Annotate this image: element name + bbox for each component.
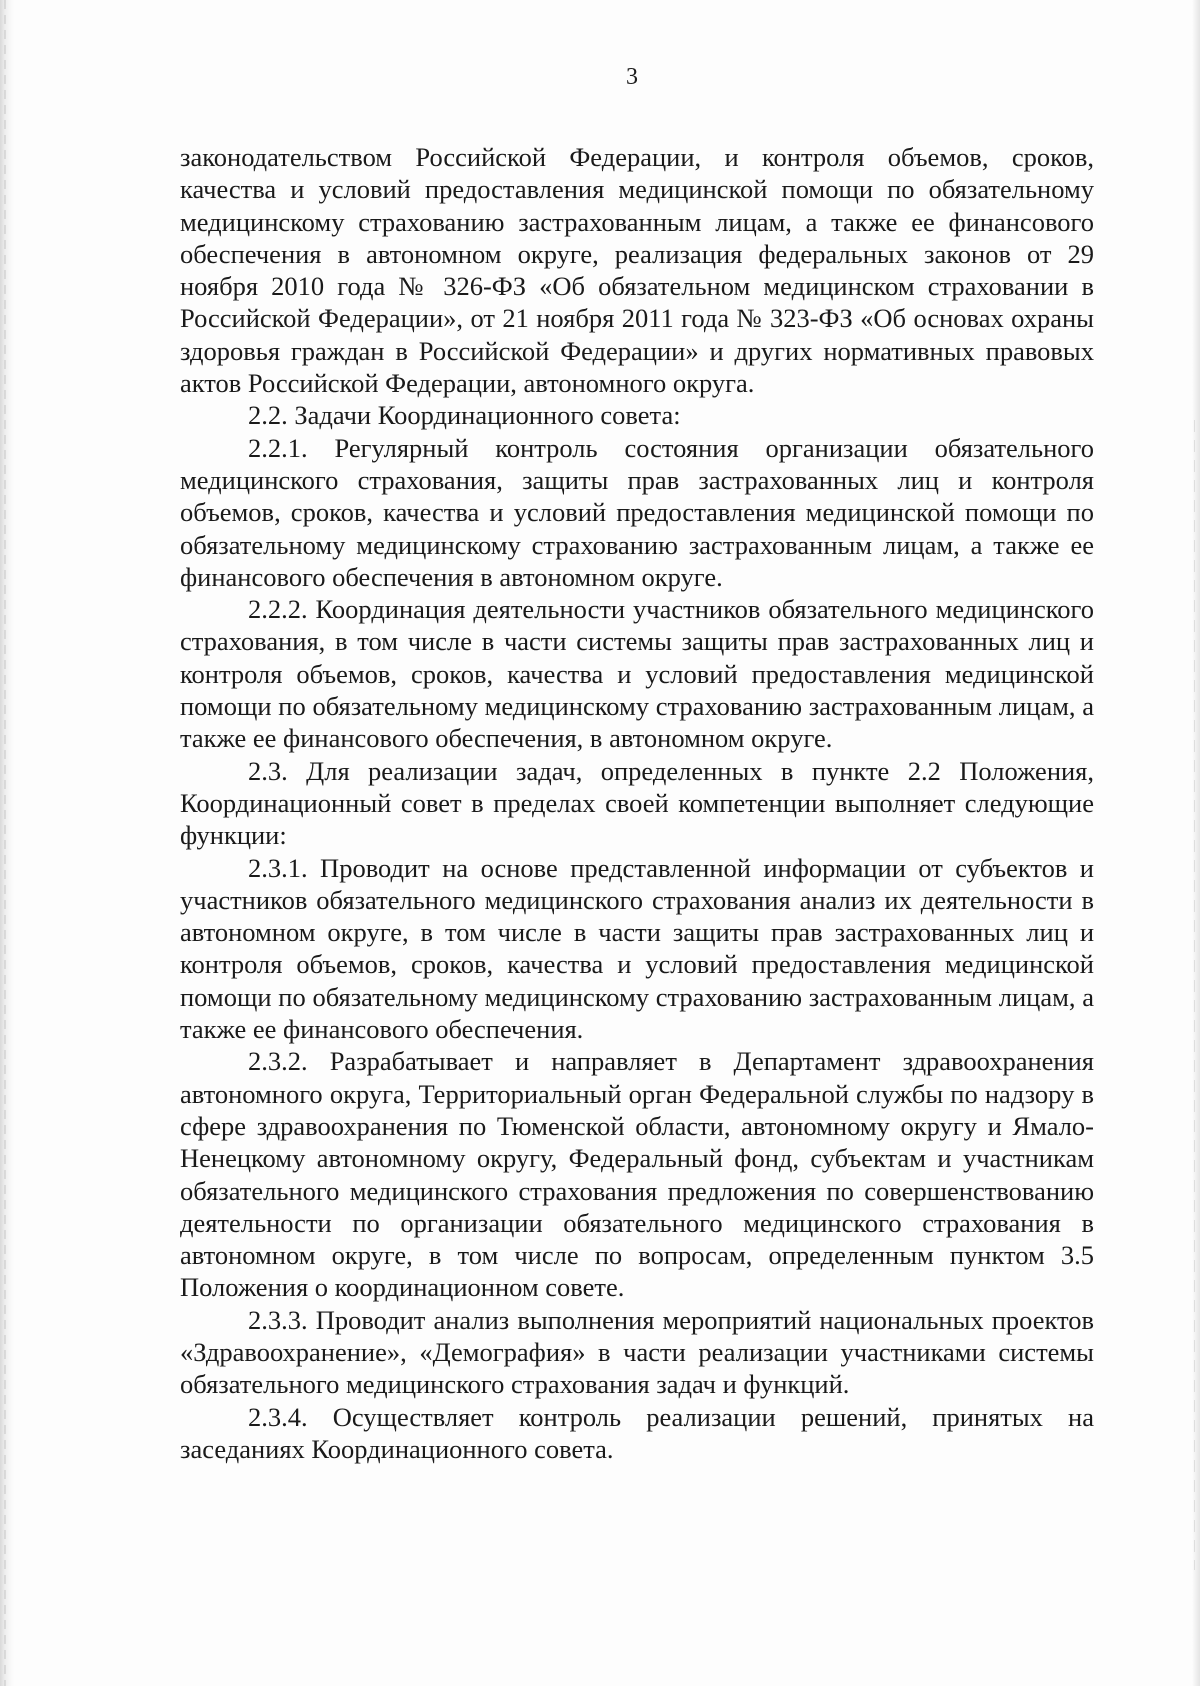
paragraph-2-3-2: 2.3.2. Разрабатывает и направляет в Департамент здравоохранения автономного округа, Территориальный орган Федеральной службы по надзору в сфере здравоохранения по Тюменской области, автономному округу и Ямало-Ненецкому автономному округу, Федеральный фонд, субъектам и участникам обязательного медицинского страхования предложения по совершенствованию деятельности по организации обязательного медицинского страхования в автономном округе, в том числе по вопросам, определенным пунктом 3.5 Положения о координационном совете. — [180, 1046, 1094, 1303]
scan-edge-right — [1192, 0, 1200, 1686]
paragraph-2-3: 2.3. Для реализации задач, определенных в пункте 2.2 Положения, Координационный совет в пределах своей компетенции выполняет следующие функции: — [180, 755, 1094, 851]
paragraph-2-3-3: 2.3.3. Проводит анализ выполнения мероприятий национальных проектов «Здравоохранение», «Демография» в части реализации участниками системы обязательного медицинского страхования задач и функций. — [180, 1304, 1094, 1400]
page-number: 3 — [626, 64, 638, 90]
scan-edge-left — [0, 0, 14, 1686]
paragraph-2-2: 2.2. Задачи Координационного совета: — [248, 400, 681, 431]
paragraph-2-2-1: 2.2.1. Регулярный контроль состояния организации обязательного медицинского страхования, защиты прав застрахованных лиц и контроля объемов, сроков, качества и условий предоставления медицинской помощи по обязательному медицинскому страхованию застрахованным лицам, а также ее финансового обеспечения в автономном округе. — [180, 432, 1094, 592]
paragraph-2-2-2: 2.2.2. Координация деятельности участников обязательного медицинского страхования, в том числе в части системы защиты прав застрахованных лиц и контроля объемов, сроков, качества и условий предоставления медицинской помощи по обязательному медицинскому страхованию застрахованным лицам, а также ее финансового обеспечения, в автономном округе. — [180, 594, 1094, 754]
paragraph-2-3-1: 2.3.1. Проводит на основе представленной информации от субъектов и участников обязательного медицинского страхования анализ их деятельности в автономном округе, в том числе в части защиты прав застрахованных лиц и контроля объемов, сроков, качества и условий предоставления медицинской помощи по обязательному медицинскому страхованию застрахованным лицам, а также ее финансового обеспечения. — [180, 852, 1094, 1045]
paragraph-continuation: законодательством Российской Федерации, и контроля объемов, сроков, качества и условий предоставления медицинской помощи по обязательному медицинскому страхованию застрахованным лицам, а также ее финансового обеспечения в автономном округе, реализация федеральных законов от 29 ноября 2010 года № 326-ФЗ «Об обязательном медицинском страховании в Российской Федерации», от 21 ноября 2011 года № 323-ФЗ «Об основах охраны здоровья граждан в Российской Федерации» и других нормативных правовых актов Российской Федерации, автономного округа. — [180, 142, 1094, 399]
document-body — [180, 141, 1094, 1465]
paragraph-2-3-4: 2.3.4. Осуществляет контроль реализации решений, принятых на заседаниях Координационного совета. — [180, 1401, 1094, 1464]
